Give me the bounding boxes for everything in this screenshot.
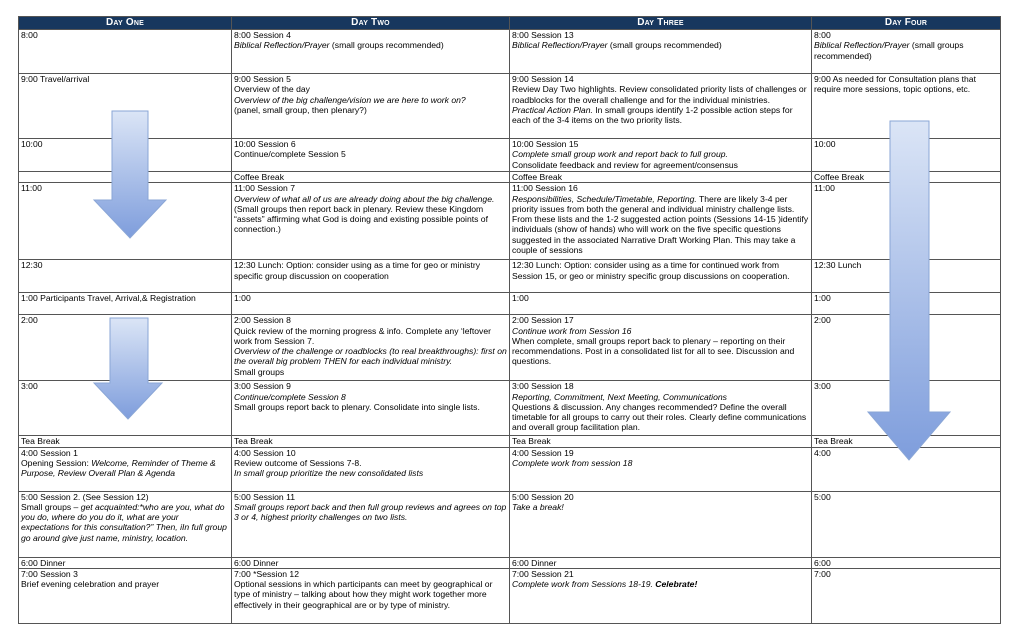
cell-text: Practical Action Plan. xyxy=(512,104,593,115)
cell-text: Coffee Break xyxy=(814,172,865,182)
schedule-cell xyxy=(19,315,232,381)
schedule-cell xyxy=(510,491,812,557)
cell-text: 9:00 Session 5 xyxy=(234,74,291,84)
schedule-row xyxy=(19,74,1001,139)
cell-text: 3:00 xyxy=(814,381,831,392)
cell-text: (Small groups then report back in plenary. Review these Kingdom “assets” affirming what God is doing and existing possible points of connection.) xyxy=(234,203,488,235)
cell-text: Brief evening celebration and prayer xyxy=(21,579,160,590)
cell-line xyxy=(814,40,998,61)
schedule-cell xyxy=(19,30,232,74)
schedule-cell xyxy=(510,260,812,293)
schedule-cell xyxy=(19,491,232,557)
cell-text: 6:00 Dinner xyxy=(21,557,66,568)
cell-text: 12:30 Lunch: Option: consider using as a time for continued work from Session 15, or geo or ministry specific group discussions on cooperation. xyxy=(512,260,790,281)
schedule-cell xyxy=(812,436,1001,447)
schedule-cell xyxy=(510,139,812,172)
cell-text: Overview of the day xyxy=(234,84,310,95)
cell-text: Tea Break xyxy=(814,436,853,447)
cell-text: 3:00 xyxy=(21,381,38,392)
schedule-cell xyxy=(812,183,1001,260)
schedule-cell xyxy=(510,381,812,436)
schedule-cell xyxy=(232,436,510,447)
cell-text: Review Day Two highlights. Review consolidated priority lists of challenges or roadblocks for the overall challenge and for the individual ministries. xyxy=(512,84,807,105)
schedule-cell xyxy=(510,315,812,381)
schedule-row xyxy=(19,172,1001,183)
cell-text: 11:00 xyxy=(814,183,835,194)
cell-text: Tea Break xyxy=(21,436,60,447)
cell-text: Take a break! xyxy=(512,501,564,512)
schedule-cell xyxy=(19,172,232,183)
cell-text: In small group prioritize the new consolidated lists xyxy=(234,468,424,479)
schedule-cell xyxy=(812,491,1001,557)
schedule-cell xyxy=(812,381,1001,436)
schedule-cell xyxy=(812,172,1001,183)
cell-text: 10:00 xyxy=(21,139,43,149)
schedule-cell xyxy=(232,568,510,623)
cell-text: 2:00 Session 17 xyxy=(512,315,574,326)
cell-text: 3:00 Session 9 xyxy=(234,381,291,392)
cell-text: (small groups recommended) xyxy=(814,40,964,61)
schedule-cell xyxy=(232,30,510,74)
schedule-cell xyxy=(510,293,812,315)
cell-line xyxy=(512,194,809,256)
schedule-cell xyxy=(812,30,1001,74)
schedule-cell xyxy=(232,293,510,315)
cell-text: 8:00 Session 4 xyxy=(234,30,291,40)
schedule-cell xyxy=(19,139,232,172)
cell-line xyxy=(512,579,809,589)
schedule-row xyxy=(19,447,1001,491)
cell-text: When complete, small groups report back to plenary – reporting on their recommendations. Post in a consolidated list for all to see. Discussion and questions. xyxy=(512,335,795,367)
cell-text: 12:30 Lunch xyxy=(814,260,862,271)
cell-text: 1:00 Participants Travel, Arrival,& Registration xyxy=(21,293,196,304)
cell-text: Complete small group work and report back to full group. xyxy=(512,149,728,160)
cell-text: 10:00 Session 15 xyxy=(512,139,579,149)
schedule-table xyxy=(18,16,1001,624)
schedule-row xyxy=(19,183,1001,260)
cell-text: 5:00 Session 11 xyxy=(234,491,295,502)
cell-text: Optional sessions in which participants can meet by geographical or type of ministry – talking about how they might work together more effectively in their geographical are or by type of ministry. xyxy=(234,579,493,610)
cell-text: 7:00 *Session 12 xyxy=(234,568,299,579)
cell-line xyxy=(512,40,809,50)
schedule-cell xyxy=(510,568,812,623)
cell-text: 8:00 xyxy=(814,30,831,40)
schedule-cell xyxy=(510,557,812,568)
cell-text: 10:00 xyxy=(814,139,836,149)
cell-text: 6:00 Dinner xyxy=(234,557,279,568)
cell-line xyxy=(512,105,809,126)
schedule-cell xyxy=(232,491,510,557)
schedule-cell xyxy=(19,183,232,260)
cell-text: 4:00 xyxy=(814,447,831,458)
cell-line xyxy=(21,458,229,479)
schedule-body xyxy=(19,30,1001,624)
cell-text: Questions & discussion. Any changes recommended? Define the overall timetable for all groups to carry out their roles. Clearly define communications and overall group facilitation plan. xyxy=(512,401,807,433)
schedule-cell xyxy=(812,74,1001,139)
schedule-cell xyxy=(812,568,1001,623)
cell-text: 11:00 Session 7 xyxy=(234,183,295,194)
schedule-row xyxy=(19,568,1001,623)
schedule-cell xyxy=(510,172,812,183)
schedule-row xyxy=(19,260,1001,293)
cell-text: Review outcome of Sessions 7-8. xyxy=(234,457,362,468)
cell-text: 6:00 xyxy=(814,557,831,568)
cell-text: Celebrate! xyxy=(655,579,698,590)
header-day-four: Day Four xyxy=(812,17,1001,30)
cell-text: Overview of what all of us are already doing about the big challenge. xyxy=(234,193,495,204)
schedule-cell xyxy=(19,447,232,491)
schedule-cell xyxy=(510,74,812,139)
cell-text: Overview of the challenge or roadblocks (to real breakthroughs): first on the overall big problem THEN for each individual ministry. xyxy=(234,346,507,367)
cell-text: 2:00 Session 8 xyxy=(234,315,291,326)
cell-text: Responsibilities, Schedule/Timetable, Reporting. xyxy=(512,193,697,204)
schedule-cell xyxy=(812,293,1001,315)
cell-text: 9:00 Travel/arrival xyxy=(21,74,90,84)
cell-text: Tea Break xyxy=(512,436,551,447)
schedule-cell xyxy=(510,447,812,491)
schedule-row xyxy=(19,557,1001,568)
cell-text: (small groups recommended) xyxy=(607,40,722,51)
cell-text: 6:00 Dinner xyxy=(512,557,557,568)
schedule-cell xyxy=(812,260,1001,293)
schedule-cell xyxy=(510,436,812,447)
cell-text: Biblical Reflection/Prayer xyxy=(234,40,330,51)
schedule-cell xyxy=(19,293,232,315)
schedule-cell xyxy=(232,381,510,436)
cell-text: 7:00 xyxy=(814,568,831,579)
cell-text: Tea Break xyxy=(234,436,273,447)
schedule-row xyxy=(19,381,1001,436)
cell-text: Biblical Reflection/Prayer xyxy=(512,40,608,51)
cell-text: 7:00 Session 3 xyxy=(21,568,78,579)
cell-text: Overview of the big challenge/vision we are here to work on? xyxy=(234,94,466,105)
cell-text: Welcome, Reminder of Theme & Purpose, Review Overall Plan & Agenda xyxy=(21,457,216,479)
cell-text: Opening Session: xyxy=(21,457,92,468)
cell-text: 12:30 Lunch: Option: consider using as a time for geo or ministry specific group discussion on cooperation xyxy=(234,260,481,281)
cell-text: Continue work from Session 16 xyxy=(512,325,632,336)
schedule-row xyxy=(19,436,1001,447)
cell-text: 5:00 xyxy=(814,491,831,502)
cell-text: Continue/complete Session 5 xyxy=(234,149,346,160)
cell-text: 11:00 xyxy=(21,183,42,194)
header-row xyxy=(19,17,1001,30)
schedule-cell xyxy=(19,260,232,293)
cell-text: Continue/complete Session 8 xyxy=(234,391,346,402)
cell-text: 3:00 Session 18 xyxy=(512,381,574,392)
schedule-cell xyxy=(232,139,510,172)
header-day-one: Day One xyxy=(19,17,232,30)
cell-text: 9:00 As needed for Consultation plans that require more sessions, topic options, etc. xyxy=(814,74,976,95)
schedule-cell xyxy=(19,568,232,623)
schedule-row xyxy=(19,30,1001,74)
schedule-cell xyxy=(812,139,1001,172)
cell-text: 1:00 xyxy=(234,293,251,304)
schedule-row xyxy=(19,491,1001,557)
cell-text: (panel, small group, then plenary?) xyxy=(234,104,367,115)
schedule-cell xyxy=(232,557,510,568)
cell-text: 4:00 Session 10 xyxy=(234,447,296,458)
schedule-cell xyxy=(812,447,1001,491)
schedule-row xyxy=(19,315,1001,381)
cell-text: Coffee Break xyxy=(234,172,285,182)
cell-text: Biblical Reflection/Prayer xyxy=(814,40,910,51)
cell-text: Consolidate feedback and review for agreement/consensus xyxy=(512,159,738,170)
cell-text: (small groups recommended) xyxy=(329,40,444,51)
cell-text: Small groups report back to plenary. Consolidate into single lists. xyxy=(234,401,480,412)
schedule-cell xyxy=(232,172,510,183)
header-day-three: Day Three xyxy=(510,17,812,30)
schedule-cell xyxy=(19,436,232,447)
cell-text: Small groups xyxy=(234,366,285,377)
cell-text: 1:00 xyxy=(814,293,831,304)
cell-text: 1:00 xyxy=(512,293,529,304)
cell-text: 4:00 Session 1 xyxy=(21,447,78,458)
cell-text: There are likely 3-4 per priority issues from both the general and individual ministry challenge lists. From these lists and the 1-2 suggested action points (Sessions 14-15 )identify individuals (show of hands) who will work on the five specific questions suggested in the associated Narrative Draft Working Plan. This may take a couple of sessions xyxy=(512,193,809,256)
cell-text: 10:00 Session 6 xyxy=(234,139,296,149)
schedule-cell xyxy=(510,30,812,74)
cell-text: Complete work from Sessions 18-19. xyxy=(512,579,653,590)
cell-text: 8:00 xyxy=(21,30,38,40)
cell-text: get acquainted:*who are you, what do you do, where do you do it, what are your expectations for this consultation?” Then, iIn full group go around give just name, ministry, location. xyxy=(21,501,227,543)
cell-text: 4:00 Session 19 xyxy=(512,447,574,458)
schedule-row xyxy=(19,293,1001,315)
schedule-cell xyxy=(19,74,232,139)
cell-text: 7:00 Session 21 xyxy=(512,568,574,579)
cell-text: Small groups – xyxy=(21,501,81,512)
schedule-row xyxy=(19,139,1001,172)
cell-text: 5:00 Session 2. (See Session 12) xyxy=(21,491,149,502)
cell-line xyxy=(234,40,507,50)
cell-line xyxy=(21,502,229,543)
schedule-cell xyxy=(232,260,510,293)
schedule-cell xyxy=(510,183,812,260)
cell-text: Small groups report back and then full group reviews and agrees on top 3 or 4, highest priority challenges on two lists. xyxy=(234,501,507,523)
cell-text: 2:00 xyxy=(21,315,38,326)
schedule-cell xyxy=(19,381,232,436)
cell-text: 5:00 Session 20 xyxy=(512,491,574,502)
cell-text: In small groups identify 1-2 possible action steps for each of the 3-4 items on the two priority lists. xyxy=(512,104,793,126)
cell-line xyxy=(234,194,507,235)
schedule-cell xyxy=(812,557,1001,568)
cell-text: 2:00 xyxy=(814,315,831,326)
schedule-cell xyxy=(232,183,510,260)
cell-text: 11:00 Session 16 xyxy=(512,183,578,194)
cell-text: 12:30 xyxy=(21,260,43,271)
schedule-cell xyxy=(19,557,232,568)
schedule-cell xyxy=(812,315,1001,381)
cell-text: Quick review of the morning progress & info. Complete any ‘leftover work from Session 7. xyxy=(234,325,491,346)
header-day-two: Day Two xyxy=(232,17,510,30)
cell-text: Coffee Break xyxy=(512,172,563,182)
schedule-cell xyxy=(232,315,510,381)
schedule-cell xyxy=(232,74,510,139)
cell-text: Complete work from session 18 xyxy=(512,457,633,468)
schedule-cell xyxy=(232,447,510,491)
cell-text: Reporting, Commitment, Next Meeting, Communications xyxy=(512,391,727,402)
cell-text: 8:00 Session 13 xyxy=(512,30,574,40)
cell-text: 9:00 Session 14 xyxy=(512,74,574,84)
